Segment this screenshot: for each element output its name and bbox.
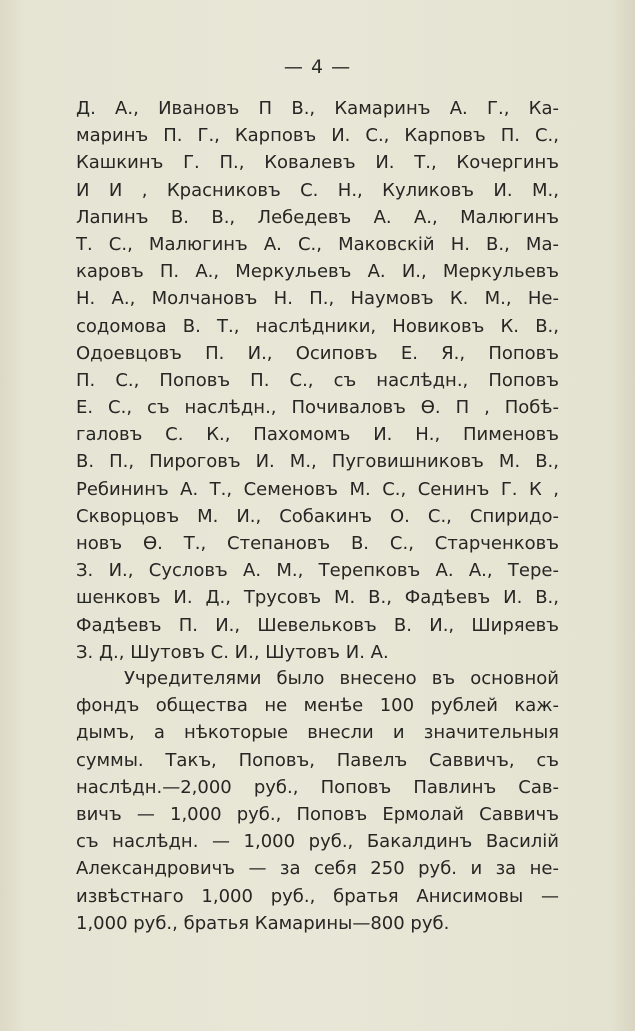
text-line: каровъ П. А., Меркульевъ А. И., Меркульевъ [76,261,559,283]
text-line: Кашкинъ Г. П., Ковалевъ И. Т., Кочергинъ [76,152,559,174]
text-line: новъ Ѳ. Т., Степановъ В. С., Старченковъ [76,533,559,554]
text-line: З. И., Сусловъ А. М., Терепковъ А. А., Тере- [76,560,559,582]
text-line: И И , Красниковъ С. Н., Куликовъ И. М., [76,179,559,201]
text-line: В. П., Пироговъ И. М., Пуговишниковъ М. В., [76,451,559,473]
text-line: съ наслѣдн. — 1,000 руб., Бакалдинъ Василій [76,831,559,853]
text-line: наслѣдн.—2,000 руб., Поповъ Павлинъ Сав- [76,776,559,798]
page-number: — 4 — [283,56,352,78]
text-line: Т. С., Малюгинъ А. С., Маковскій Н. В., Ма- [76,233,559,255]
text-line: Александровичъ — за себя 250 руб. и за не- [76,858,559,880]
text-line: Одоевцовъ П. И., Осиповъ Е. Я., Поповъ [76,342,559,364]
text-line: Н. А., Молчановъ Н. П., Наумовъ К. М., Не- [76,288,559,310]
text-line: З. Д., Шутовъ С. И., Шутовъ И. А. [76,641,389,663]
text-line: вичъ — 1,000 руб., Поповъ Ермолай Саввичъ [76,803,559,825]
text-line: Фадѣевъ П. И., Шевельковъ В. И., Ширяевъ [76,614,559,636]
contributions-paragraph [76,665,559,937]
text-line: Ребининъ А. Т., Семеновъ М. С., Сенинъ Г. К , [76,478,559,500]
text-line: суммы. Такъ, Поповъ, Павелъ Саввичъ, съ [76,749,559,771]
text-line: Д. А., Ивановъ П В., Камаринъ А. Г., Ка- [76,98,559,119]
text-line: маринъ П. Г., Карповъ И. С., Карповъ П. С., [76,125,559,147]
text-line: содомова В. Т., наслѣдники, Новиковъ К. В., [76,315,559,337]
text-line: П. С., Поповъ П. С., съ наслѣдн., Поповъ [76,369,559,391]
text-line: извѣстнаго 1,000 руб., братья Анисимовы — [76,885,559,907]
text-line: Учредителями было внесено въ основной [124,668,559,689]
text-line: 1,000 руб., братья Камарины—800 руб. [76,912,450,934]
text-line: фондъ общества не менѣе 100 рублей каж- [76,695,559,717]
text-line: галовъ С. К., Пахомомъ И. Н., Пименовъ [76,424,559,446]
founders-list-paragraph [76,95,559,666]
text-line: шенковъ И. Д., Трусовъ М. В., Фадѣевъ И. В., [76,587,559,609]
text-line: дымъ, а нѣкоторые внесли и значительныя [76,722,559,744]
text-line: Е. С., съ наслѣдн., Почиваловъ Ѳ. П , Побѣ- [76,397,559,419]
text-line: Лапинъ В. В., Лебедевъ А. А., Малюгинъ [76,206,559,228]
text-line: Скворцовъ М. И., Собакинъ О. С., Спиридо- [76,505,559,527]
